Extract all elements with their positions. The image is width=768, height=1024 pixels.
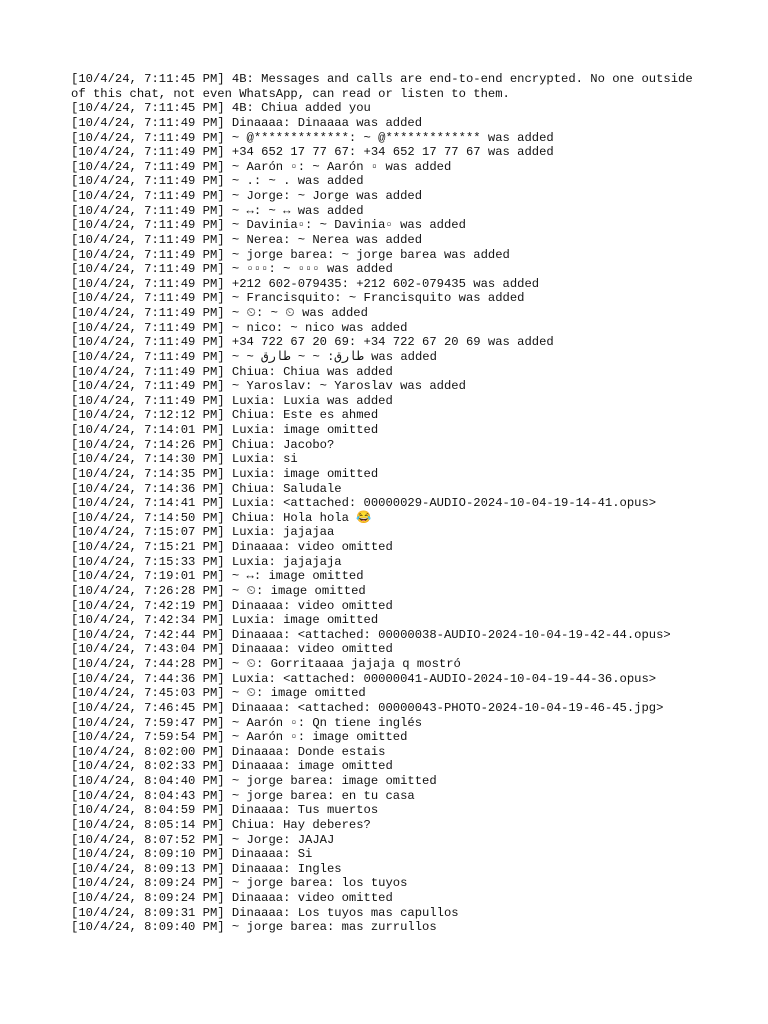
message-line: [10/4/24, 7:15:33 PM] Luxia: jajajaja xyxy=(71,554,342,569)
message-line: [10/4/24, 7:14:01 PM] Luxia: image omitted xyxy=(71,423,379,437)
message-line: [10/4/24, 8:05:14 PM] Chiua: Hay deberes? xyxy=(71,817,371,832)
message-line: [10/4/24, 7:14:36 PM] Chiua: Saludale xyxy=(71,481,342,496)
message-line: [10/4/24, 7:14:30 PM] Luxia: si xyxy=(71,452,298,467)
message-line: [10/4/24, 7:11:49 PM] ~ Davinia▫: ~ Davinia▫ was added xyxy=(71,218,466,233)
message-line: [10/4/24, 8:04:43 PM] ~ jorge barea: en tu casa xyxy=(71,788,415,803)
message-line: [10/4/24, 7:14:35 PM] Luxia: image omitted xyxy=(71,466,379,481)
message-line: [10/4/24, 8:09:31 PM] Dinaaaa: Los tuyos mas capullos xyxy=(71,905,459,920)
message-line: [10/4/24, 7:11:49 PM] ~ ~ طارق: ~ ~ طارق was added xyxy=(71,349,437,364)
message-line: [10/4/24, 8:07:52 PM] ~ Jorge: JAJAJ xyxy=(71,832,335,847)
message-line: [10/4/24, 7:11:49 PM] ~ @*************: ~ @************* was added xyxy=(71,130,554,145)
message-line: [10/4/24, 7:45:03 PM] ~ ⏲: image omitted xyxy=(71,686,366,701)
message-line: [10/4/24, 8:02:33 PM] Dinaaaa: image omitted xyxy=(71,759,393,774)
message-line: [10/4/24, 8:09:13 PM] Dinaaaa: Ingles xyxy=(71,861,342,876)
message-line: [10/4/24, 7:19:01 PM] ~ ↔: image omitted xyxy=(71,569,364,584)
message-line: [10/4/24, 7:11:49 PM] Dinaaaa: Dinaaaa was added xyxy=(71,115,423,130)
message-line: [10/4/24, 7:11:49 PM] ~ Aarón ▫: ~ Aarón ▫ was added xyxy=(71,159,452,174)
message-line: [10/4/24, 8:09:24 PM] Dinaaaa: video omitted xyxy=(71,891,393,905)
message-line: [10/4/24, 7:11:49 PM] ~ Yaroslav: ~ Yaroslav was added xyxy=(71,379,466,394)
message-line: [10/4/24, 7:11:49 PM] ~ jorge barea: ~ jorge barea was added xyxy=(71,247,510,262)
message-line: [10/4/24, 7:11:45 PM] 4B: Messages and calls are end-to-end encrypted. No one outside of this chat, not even WhatsApp, can read or listen to them. xyxy=(71,72,700,101)
message-line: [10/4/24, 7:42:44 PM] Dinaaaa: <attached: 00000038-AUDIO-2024-10-04-19-42-44.opus> xyxy=(71,627,671,642)
message-line: [10/4/24, 8:04:59 PM] Dinaaaa: Tus muertos xyxy=(71,803,379,818)
message-line: [10/4/24, 7:42:34 PM] Luxia: image omitted xyxy=(71,613,379,628)
message-line: [10/4/24, 7:14:26 PM] Chiua: Jacobo? xyxy=(71,437,335,452)
message-line: [10/4/24, 8:04:40 PM] ~ jorge barea: image omitted xyxy=(71,774,437,788)
message-line: [10/4/24, 7:12:12 PM] Chiua: Este es ahmed xyxy=(71,408,379,423)
message-line: [10/4/24, 7:26:28 PM] ~ ⏲: image omitted xyxy=(71,583,366,598)
message-line: [10/4/24, 7:11:49 PM] +34 652 17 77 67: +34 652 17 77 67 was added xyxy=(71,145,554,160)
message-line: [10/4/24, 7:11:49 PM] ~ nico: ~ nico was added xyxy=(71,320,408,335)
message-line: [10/4/24, 7:11:49 PM] ~ Nerea: ~ Nerea was added xyxy=(71,232,423,247)
message-line: [10/4/24, 7:43:04 PM] Dinaaaa: video omitted xyxy=(71,642,393,657)
message-line: [10/4/24, 7:14:50 PM] Chiua: Hola hola 😂 xyxy=(71,510,372,525)
message-line: [10/4/24, 7:11:49 PM] +212 602-079435: +212 602-079435 was added xyxy=(71,276,540,291)
message-line: [10/4/24, 7:11:49 PM] Luxia: Luxia was added xyxy=(71,393,393,408)
message-line: [10/4/24, 7:11:49 PM] +34 722 67 20 69: +34 722 67 20 69 was added xyxy=(71,335,554,350)
message-line: [10/4/24, 8:09:40 PM] ~ jorge barea: mas zurrullos xyxy=(71,920,437,935)
message-line: [10/4/24, 7:15:21 PM] Dinaaaa: video omitted xyxy=(71,540,393,554)
message-line: [10/4/24, 8:02:00 PM] Dinaaaa: Donde estais xyxy=(71,744,386,759)
message-line: [10/4/24, 7:44:36 PM] Luxia: <attached: 00000041-AUDIO-2024-10-04-19-44-36.opus> xyxy=(71,671,657,686)
message-line: [10/4/24, 7:44:28 PM] ~ ⏲: Gorritaaaa jajaja q mostró xyxy=(71,657,461,671)
message-line: [10/4/24, 7:46:45 PM] Dinaaaa: <attached: 00000043-PHOTO-2024-10-04-19-46-45.jpg> xyxy=(71,700,664,715)
message-line: [10/4/24, 7:15:07 PM] Luxia: jajajaa xyxy=(71,525,335,540)
message-line: [10/4/24, 7:11:49 PM] ~ ↔: ~ ↔ was added xyxy=(71,203,364,218)
message-line: [10/4/24, 7:59:54 PM] ~ Aarón ▫: image omitted xyxy=(71,730,408,745)
message-line: [10/4/24, 8:09:24 PM] ~ jorge barea: los tuyos xyxy=(71,876,408,891)
message-line: [10/4/24, 7:11:45 PM] 4B: Chiua added you xyxy=(71,101,371,116)
message-line: [10/4/24, 8:09:10 PM] Dinaaaa: Si xyxy=(71,847,313,862)
chat-transcript xyxy=(71,72,701,935)
message-line: [10/4/24, 7:11:49 PM] ~ ⏲: ~ ⏲ was added xyxy=(71,306,368,320)
message-line: [10/4/24, 7:11:49 PM] ~ Francisquito: ~ Francisquito was added xyxy=(71,291,525,306)
message-line: [10/4/24, 7:59:47 PM] ~ Aarón ▫: Qn tiene inglés xyxy=(71,715,423,730)
message-line: [10/4/24, 7:11:49 PM] ~ Jorge: ~ Jorge was added xyxy=(71,189,423,203)
message-line: [10/4/24, 7:14:41 PM] Luxia: <attached: 00000029-AUDIO-2024-10-04-19-14-41.opus> xyxy=(71,496,657,511)
message-line: [10/4/24, 7:42:19 PM] Dinaaaa: video omitted xyxy=(71,598,393,613)
message-line: [10/4/24, 7:11:49 PM] Chiua: Chiua was added xyxy=(71,364,393,379)
message-line: [10/4/24, 7:11:49 PM] ~ .: ~ . was added xyxy=(71,174,364,189)
message-line: [10/4/24, 7:11:49 PM] ~ ▫▫▫: ~ ▫▫▫ was added xyxy=(71,262,393,277)
